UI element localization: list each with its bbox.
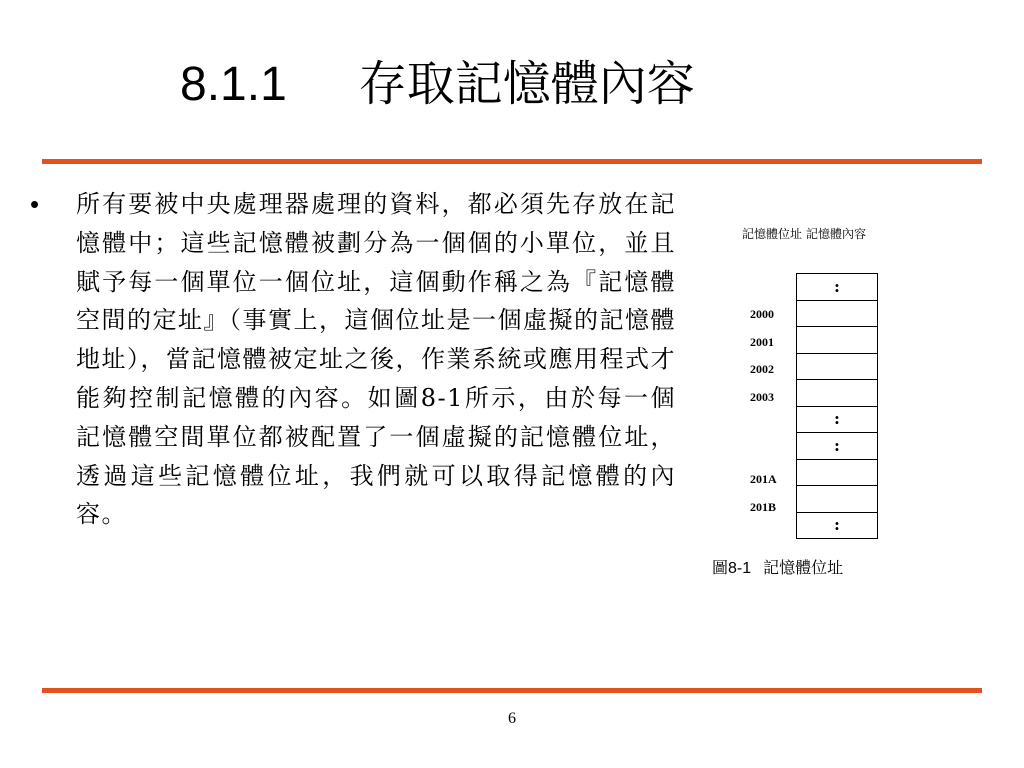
- section-number: 8.1.1: [180, 58, 287, 111]
- memory-cell: [797, 513, 877, 540]
- figure-caption: [712, 558, 843, 579]
- memory-address-label: 2001: [750, 334, 774, 349]
- figure-header-content: 記憶體內容: [806, 227, 867, 241]
- memory-cell: [797, 380, 877, 407]
- bullet-marker: •: [30, 189, 40, 219]
- section-title: 存取記憶體內容: [358, 56, 695, 112]
- bullet-text: 所有要被中央處理器處理的資料，都必須先存放在記憶體中；這些記憶體被劃分為一個個的小單位，並且賦予每一個單位一個位址，這個動作稱之為『記憶體空間的定址』（事實上，這個位址是一個虛擬的記憶體地址），當記憶體被定址之後，作業系統或應用程式才能夠控制記憶體的內容。如圖8-1所示，由於每一個記憶體空間單位都被配置了一個虛擬的記憶體位址，透過這些記憶體位址，我們就可以取得記憶體的內容。: [76, 190, 676, 529]
- memory-cell: [797, 301, 877, 328]
- figure-caption-text: 記憶體位址: [763, 558, 844, 577]
- figure-header-address: 記憶體位址: [742, 227, 803, 241]
- ellipsis-marker: :: [834, 276, 840, 296]
- bottom-divider: [42, 688, 982, 693]
- page-number: 6: [508, 710, 516, 727]
- memory-cell: [797, 327, 877, 354]
- memory-cell: [797, 486, 877, 513]
- figure-number: 圖8-1: [712, 560, 752, 577]
- ellipsis-marker: :: [834, 409, 840, 429]
- memory-address-label: 2003: [750, 389, 774, 404]
- memory-cell: [797, 274, 877, 301]
- slide-title: [180, 50, 695, 119]
- memory-table: [796, 273, 878, 539]
- memory-cell: [797, 433, 877, 460]
- memory-address-label: 201A: [750, 472, 777, 487]
- ellipsis-marker: :: [834, 435, 840, 455]
- top-divider: [42, 159, 982, 164]
- memory-address-label: 2002: [750, 362, 774, 377]
- ellipsis-marker: :: [834, 515, 840, 535]
- memory-address-label: 201B: [750, 499, 777, 514]
- memory-cell: [797, 354, 877, 381]
- memory-cell: [797, 407, 877, 434]
- memory-address-label: 2000: [750, 307, 774, 322]
- memory-address-figure: [740, 226, 900, 535]
- memory-cell: [797, 460, 877, 487]
